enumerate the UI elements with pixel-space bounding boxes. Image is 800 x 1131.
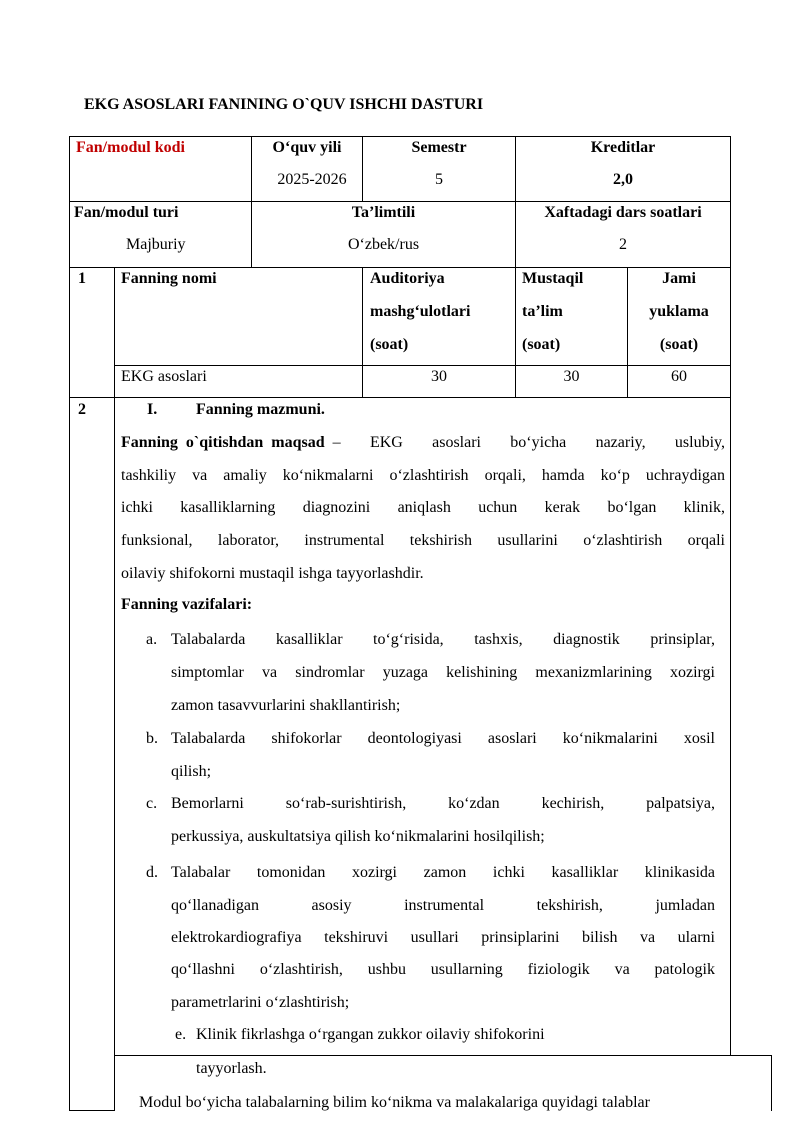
item-e-line-1: Klinik fikrlashga o‘rgangan zukkor oilaviy shifokorini (196, 1026, 545, 1043)
total-label-1: Jami (662, 270, 696, 287)
item-d-line-5: parametrlarini o‘zlashtirish; (171, 994, 350, 1011)
auditory-label-1: Auditoriya (370, 270, 445, 287)
goal-label: Fanning o`qitishdan maqsad (121, 434, 325, 451)
goal-text-2: tashkiliy va amaliy ko‘nikmalarni o‘zlashtirish orqali, hamda ko‘p uchraydigan (121, 467, 725, 484)
goal-line-1 (121, 433, 725, 453)
auditory-label-2: mashg‘ulotlari (370, 303, 471, 320)
item-d-line-2: qo‘llanadigan asosiy instrumental tekshirish, jumladan (171, 897, 715, 914)
item-e-marker: e. (175, 1026, 187, 1043)
credits-label: Kreditlar (590, 139, 656, 156)
auditory-label-3: (soat) (370, 336, 409, 353)
section-title: Fanning mazmuni. (196, 401, 325, 418)
tasks-label: Fanning vazifalari: (121, 596, 253, 613)
item-d-line-4: qo‘llashni o‘zlashtirish, ushbu usullarning fiziologik va patologik (171, 961, 715, 978)
language-label: Ta’limtili (351, 204, 416, 221)
item-d-line-3: elektrokardiografiya tekshiruvi usullari prinsiplarini bilish va ularni (171, 929, 715, 946)
module-type-value: Majburiy (126, 236, 186, 253)
academic-year-label: O‘quv yili (272, 139, 342, 156)
module-code-label: Fan/modul kodi (76, 139, 185, 156)
item-a-line-2: simptomlar va sindromlar yuzaga kelishining mexanizmlarining xozirgi (171, 664, 715, 681)
credits-value: 2,0 (613, 171, 633, 188)
auditory-hours-value: 30 (431, 368, 447, 385)
semester-value: 5 (435, 171, 443, 188)
weekly-hours-value: 2 (619, 236, 627, 253)
weekly-hours-label: Xaftadagi dars soatlari (544, 204, 702, 221)
item-a-line-3: zamon tasavvurlarini shakllantirish; (171, 697, 401, 714)
item-a-line-1: Talabalarda kasalliklar to‘g‘risida, tashxis, diagnostik prinsiplar, (171, 631, 715, 648)
goal-text-3: ichki kasalliklarning diagnozini aniqlash uchun kerak bo‘lgan klinik, (121, 499, 725, 516)
document-title: EKG ASOSLARI FANINING O`QUV ISHCHI DASTURI (84, 96, 484, 113)
module-type-label: Fan/modul turi (74, 204, 179, 221)
item-b-line-1: Talabalarda shifokorlar deontologiyasi asoslari ko‘nikmalarini xosil (171, 730, 715, 747)
language-value: O‘zbek/rus (347, 236, 420, 253)
independent-label-2: ta’lim (522, 303, 563, 320)
item-c-line-2: perkussiya, auskultatsiya qilish ko‘nikmalarini hosilqilish; (171, 828, 545, 845)
requirements-intro: Modul bo‘yicha talabalarning bilim ko‘nikma va malakalariga quyidagi talablar (139, 1094, 650, 1111)
item-b-marker: b. (146, 730, 158, 747)
independent-label-3: (soat) (522, 336, 561, 353)
total-label-3: (soat) (659, 336, 699, 353)
independent-label-1: Mustaqil (522, 270, 584, 287)
independent-hours-value: 30 (563, 368, 580, 385)
subject-name-value: EKG asoslari (121, 368, 207, 385)
section-number: I. (147, 401, 158, 418)
goal-text-5: oilaviy shifokorni mustaqil ishga tayyorlashdir. (121, 565, 424, 582)
academic-year-value: 2025-2026 (277, 171, 347, 188)
goal-text-4: funksional, laborator, instrumental tekshirish usullarini o‘zlashtirish orqali (121, 532, 725, 549)
row-number-1: 1 (78, 270, 86, 287)
semester-label: Semestr (411, 139, 467, 156)
total-label-2: yuklama (649, 303, 709, 320)
item-d-marker: d. (146, 864, 158, 881)
goal-text-1: – EKG asoslari bo‘yicha nazariy, uslubiy, (332, 434, 725, 451)
subject-name-label: Fanning nomi (121, 270, 217, 287)
item-a-marker: a. (146, 631, 158, 648)
row-number-2: 2 (78, 401, 86, 418)
total-hours-value: 60 (671, 368, 687, 385)
item-e-line-2: tayyorlash. (196, 1060, 267, 1077)
item-c-marker: c. (146, 795, 158, 812)
item-b-line-2: qilish; (171, 763, 212, 780)
item-d-line-1: Talabalar tomonidan xozirgi zamon ichki kasalliklar klinikasida (171, 864, 715, 881)
item-c-line-1: Bemorlarni so‘rab-surishtirish, ko‘zdan kechirish, palpatsiya, (171, 795, 715, 812)
